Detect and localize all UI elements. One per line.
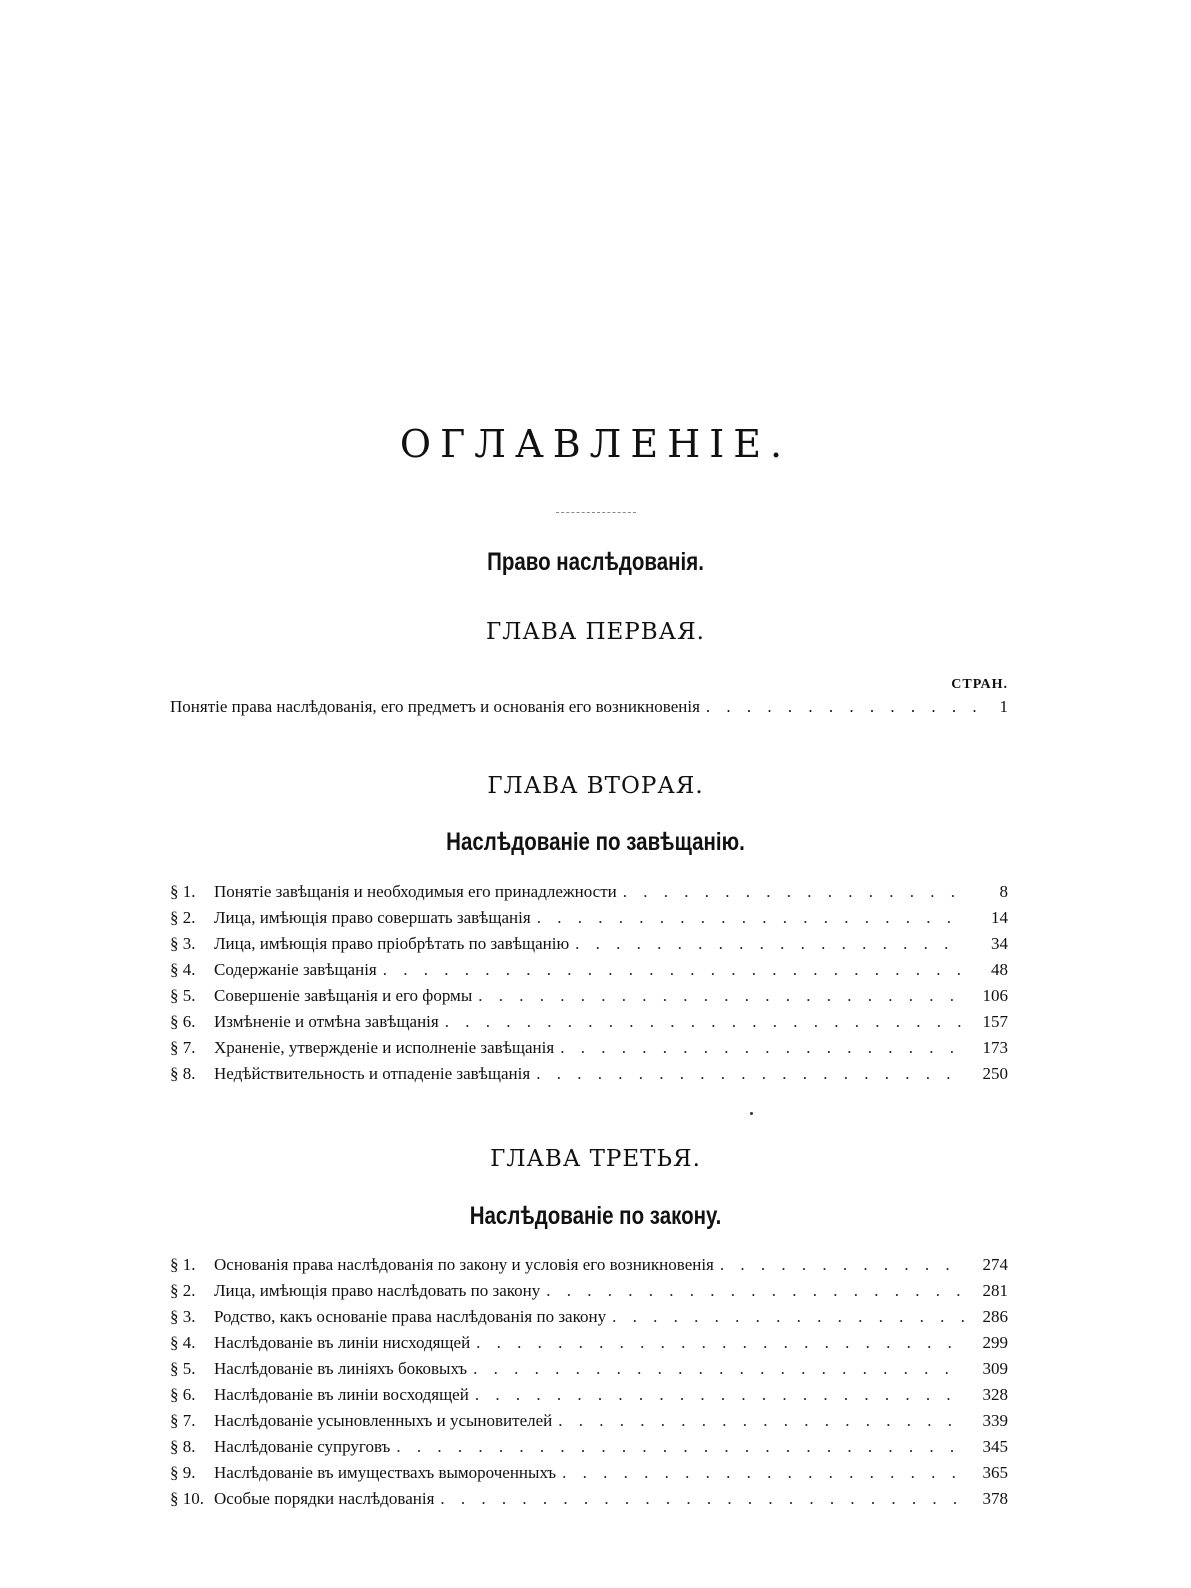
section-title: Совершеніе завѣщанія и его формы bbox=[214, 986, 473, 1005]
section-page-number: 274 bbox=[982, 1255, 1008, 1274]
dot-leader bbox=[706, 697, 982, 717]
section-number: § 10. bbox=[170, 1489, 204, 1508]
section-number: § 9. bbox=[170, 1463, 196, 1482]
toc-entry bbox=[170, 1463, 1008, 1489]
section-title: Измѣненіе и отмѣна завѣщанія bbox=[214, 1012, 439, 1031]
section-page-number: 339 bbox=[982, 1411, 1008, 1430]
section-title: Наслѣдованіе супруговъ bbox=[214, 1437, 391, 1456]
dot-leader bbox=[720, 1255, 964, 1275]
section-page-number: 157 bbox=[982, 1012, 1008, 1031]
section-title: Родство, какъ основаніе права наслѣдованія по закону bbox=[214, 1307, 607, 1326]
dot-leader bbox=[560, 1038, 964, 1058]
section-title: Лица, имѣющія право совершать завѣщанія bbox=[214, 908, 531, 927]
section-number: § 3. bbox=[170, 1307, 196, 1326]
section-page-number: 299 bbox=[982, 1333, 1008, 1352]
toc-entry bbox=[170, 908, 1008, 934]
toc-entry bbox=[170, 1038, 1008, 1064]
dot-leader bbox=[575, 934, 964, 954]
chapter-two-subheading: Наслѣдованіе по завѣщанію. bbox=[446, 828, 745, 856]
page-column-label: СТРАН. bbox=[951, 677, 1008, 692]
chapter-one-entry bbox=[170, 697, 1008, 717]
section-number: § 4. bbox=[170, 1333, 196, 1352]
section-title: Храненіе, утвержденіе и исполненіе завѣщанія bbox=[214, 1038, 555, 1057]
dot-leader bbox=[546, 1281, 964, 1301]
dot-leader bbox=[478, 986, 964, 1006]
title-divider bbox=[556, 512, 636, 513]
section-title: Особые порядки наслѣдованія bbox=[214, 1489, 435, 1508]
section-page-number: 14 bbox=[991, 908, 1008, 927]
chapter-one-heading: ГЛАВА ПЕРВАЯ. bbox=[485, 619, 705, 645]
toc-entry bbox=[170, 882, 1008, 908]
toc-entry bbox=[170, 1333, 1008, 1359]
section-title: Основанія права наслѣдованія по закону и условія его возникновенія bbox=[214, 1255, 714, 1274]
section-title: Лица, имѣющія право пріобрѣтать по завѣщанію bbox=[214, 934, 570, 953]
section-number: § 4. bbox=[170, 960, 196, 979]
section-number: § 2. bbox=[170, 1281, 196, 1300]
section-title: Наслѣдованіе въ линіи восходящей bbox=[214, 1385, 469, 1404]
toc-entry bbox=[170, 1255, 1008, 1281]
dot-leader bbox=[537, 908, 964, 928]
section-page-number: 173 bbox=[982, 1038, 1008, 1057]
toc-entry bbox=[170, 1385, 1008, 1411]
section-number: § 8. bbox=[170, 1064, 196, 1083]
chapter-three-toc bbox=[170, 1255, 1008, 1515]
dot-leader bbox=[558, 1411, 964, 1431]
chapter-two-toc bbox=[170, 882, 1008, 1090]
section-page-number: 34 bbox=[991, 934, 1008, 953]
section-page-number: 48 bbox=[991, 960, 1008, 979]
section-title: Наслѣдованіе усыновленныхъ и усыновителей bbox=[214, 1411, 553, 1430]
section-page-number: 8 bbox=[999, 882, 1008, 901]
section-page-number: 345 bbox=[982, 1437, 1008, 1456]
section-number: § 7. bbox=[170, 1411, 196, 1430]
toc-entry bbox=[170, 934, 1008, 960]
section-title: Недѣйствительность и отпаденіе завѣщанія bbox=[214, 1064, 531, 1083]
section-title: Наслѣдованіе въ имуществахъ вымороченныхъ bbox=[214, 1463, 557, 1482]
dot-leader bbox=[476, 1333, 964, 1353]
toc-entry bbox=[170, 1281, 1008, 1307]
section-number: § 7. bbox=[170, 1038, 196, 1057]
book-subtitle: Право наслѣдованія. bbox=[487, 548, 704, 576]
section-number: § 1. bbox=[170, 882, 196, 901]
dot-leader bbox=[475, 1385, 964, 1405]
toc-entry bbox=[170, 1012, 1008, 1038]
toc-entry bbox=[170, 960, 1008, 986]
section-page-number: 328 bbox=[982, 1385, 1008, 1404]
section-number: § 6. bbox=[170, 1385, 196, 1404]
toc-entry bbox=[170, 1411, 1008, 1437]
toc-entry bbox=[170, 986, 1008, 1012]
print-speck bbox=[750, 1112, 753, 1115]
section-page-number: 106 bbox=[982, 986, 1008, 1005]
dot-leader bbox=[623, 882, 964, 902]
section-title: Наслѣдованіе въ линіяхъ боковыхъ bbox=[214, 1359, 468, 1378]
section-number: § 8. bbox=[170, 1437, 196, 1456]
section-number: § 5. bbox=[170, 1359, 196, 1378]
dot-leader bbox=[562, 1463, 964, 1483]
section-number: § 5. bbox=[170, 986, 196, 1005]
chapter-one-entry-label: Понятіе права наслѣдованія, его предметъ и основанія его возникновенія bbox=[170, 697, 700, 716]
dot-leader bbox=[396, 1437, 964, 1457]
section-page-number: 378 bbox=[982, 1489, 1008, 1508]
section-page-number: 250 bbox=[982, 1064, 1008, 1083]
toc-entry bbox=[170, 1437, 1008, 1463]
section-title: Понятіе завѣщанія и необходимыя его принадлежности bbox=[214, 882, 617, 901]
section-page-number: 286 bbox=[982, 1307, 1008, 1326]
toc-entry bbox=[170, 1489, 1008, 1515]
section-number: § 3. bbox=[170, 934, 196, 953]
dot-leader bbox=[612, 1307, 964, 1327]
toc-entry bbox=[170, 1307, 1008, 1333]
section-number: § 6. bbox=[170, 1012, 196, 1031]
section-page-number: 365 bbox=[982, 1463, 1008, 1482]
page-title: ОГЛАВЛЕНІЕ. bbox=[399, 422, 792, 466]
section-title: Наслѣдованіе въ линіи нисходящей bbox=[214, 1333, 471, 1352]
section-page-number: 281 bbox=[982, 1281, 1008, 1300]
dot-leader bbox=[473, 1359, 964, 1379]
dot-leader bbox=[440, 1489, 964, 1509]
toc-entry bbox=[170, 1064, 1008, 1090]
section-number: § 2. bbox=[170, 908, 196, 927]
section-title: Содержаніе завѣщанія bbox=[214, 960, 377, 979]
section-title: Лица, имѣющія право наслѣдовать по закону bbox=[214, 1281, 541, 1300]
toc-entry bbox=[170, 1359, 1008, 1385]
dot-leader bbox=[383, 960, 964, 980]
chapter-three-subheading: Наслѣдованіе по закону. bbox=[469, 1202, 722, 1230]
chapter-three-heading: ГЛАВА ТРЕТЬЯ. bbox=[490, 1146, 701, 1172]
chapter-two-heading: ГЛАВА ВТОРАЯ. bbox=[487, 773, 704, 799]
dot-leader bbox=[445, 1012, 964, 1032]
dot-leader bbox=[536, 1064, 964, 1084]
section-number: § 1. bbox=[170, 1255, 196, 1274]
chapter-one-entry-page: 1 bbox=[999, 697, 1008, 716]
section-page-number: 309 bbox=[982, 1359, 1008, 1378]
